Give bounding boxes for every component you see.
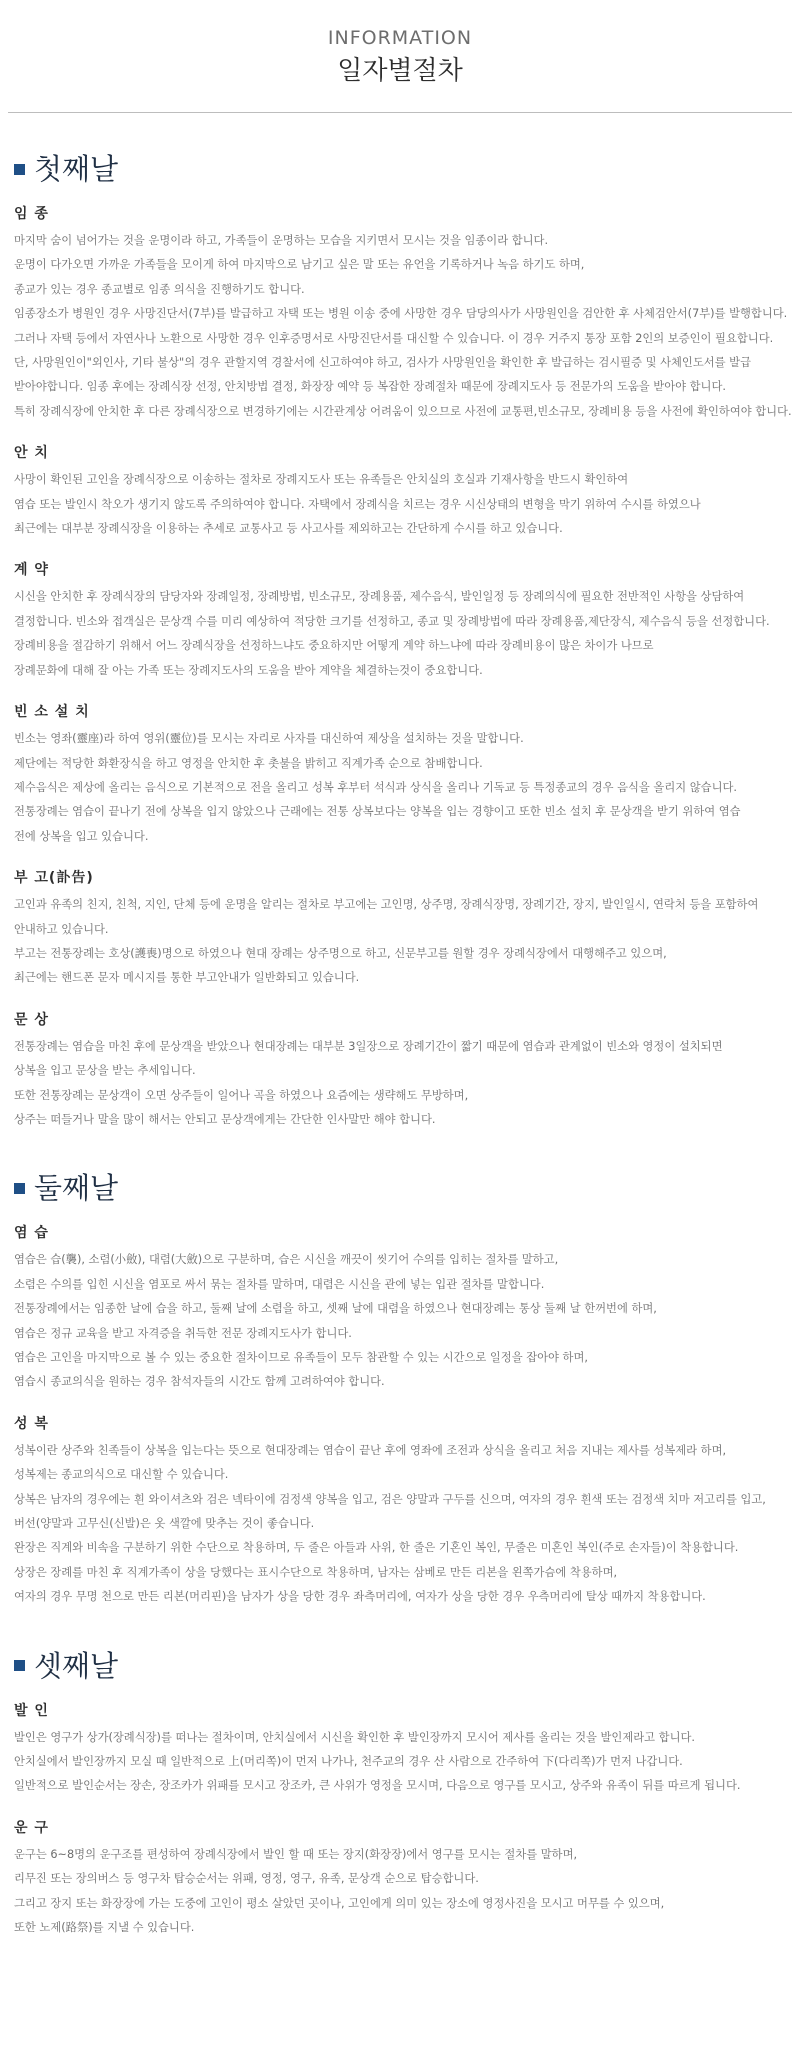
day-block [14, 1646, 786, 1941]
section-title: 부 고(訃告) [14, 870, 94, 887]
section-text-line: 마지막 숨이 넘어가는 것을 운명이라 하고, 가족들이 운명하는 모습을 지키면서 모시는 것을 임종이라 합니다. [14, 234, 549, 247]
day-heading [14, 149, 786, 189]
square-bullet-icon [14, 1660, 25, 1671]
section-text-line: 완장은 직계와 비속을 구분하기 위한 수단으로 착용하며, 두 줄은 아들과 사위, 한 줄은 기혼인 복인, 무줄은 미혼인 복인(주로 손자들)이 착용합니다. [14, 1541, 739, 1555]
section-text-line: 운명이 다가오면 가까운 가족들을 모이게 하여 마지막으로 남기고 싶은 말 또는 유언을 기록하거나 녹음 하기도 하며, [14, 258, 585, 272]
section-text-line: 단, 사망원인이"외인사, 기타 불상"의 경우 관할지역 경찰서에 신고하여야 하고, 검사가 사망원인을 확인한 후 발급하는 검시필증 및 사체인도서를 발급 [14, 356, 751, 370]
section-text-line: 최근에는 대부분 장례식장을 이용하는 추세로 교통사고 등 사고사를 제외하고는 간단하게 수시를 하고 있습니다. [14, 522, 563, 536]
section-text-line: 제단에는 적당한 화환장식을 하고 영정을 안치한 후 촛불을 밝히고 직계가족 순으로 참배합니다. [14, 756, 483, 770]
section-title: 발 인 [14, 1702, 49, 1719]
section-title: 안 치 [14, 445, 49, 462]
procedure-section [14, 1700, 786, 1799]
section-text-line: 버선(양말과 고무신(신발)은 옷 색깔에 맞추는 것이 좋습니다. [14, 1517, 315, 1531]
section-text-line: 특히 장례식장에 안치한 후 다른 장례식장으로 변경하기에는 시간관계상 어려움이 있으므로 사전에 교통편,빈소규모, 장례비용 등을 사전에 확인하여야 합니다. [14, 404, 792, 418]
section-title: 문 상 [14, 1011, 49, 1028]
section-text-line: 빈소는 영좌(靈座)라 하여 영위(靈位)를 모시는 자리로 사자를 대신하여 제상을 설치하는 것을 말합니다. [14, 732, 524, 746]
day-title: 셋째날 [34, 1648, 119, 1683]
section-text-line: 제수음식은 제상에 올리는 음식으로 기본적으로 전을 올리고 성복 후부터 석식과 상식을 올리나 기독교 등 특정종교의 경우 음식을 올리지 않습니다. [14, 780, 738, 794]
procedure-section [14, 701, 786, 849]
day-title: 둘째날 [34, 1171, 119, 1206]
page-header [0, 0, 800, 90]
page-title: 일자별절차 [337, 56, 463, 86]
section-title: 계 약 [14, 562, 49, 579]
section-text-line: 염습시 종교의식을 원하는 경우 참석자들의 시간도 함께 고려하여야 합니다. [14, 1375, 385, 1389]
section-title: 염 습 [14, 1225, 49, 1242]
section-title: 성 복 [14, 1415, 49, 1432]
section-text-line: 결정합니다. 빈소와 접객실은 문상객 수를 미리 예상하여 적당한 크기를 선정하고, 종교 및 장례방법에 따라 장례용품,제단장식, 제수음식 등을 선정합니다. [14, 614, 770, 628]
section-text-line: 소렴은 수의를 입힌 시신을 염포로 싸서 묶는 절차를 말하며, 대렴은 시신을 관에 넣는 입관 절차를 말합니다. [14, 1277, 545, 1291]
section-text-line: 그러나 자택 등에서 자연사나 노환으로 사망한 경우 인후증명서로 사망진단서를 대신할 수 있습니다. 이 경우 거주지 통장 포함 2인의 보증인이 필요합니다. [14, 331, 774, 345]
section-text-line: 전통장례는 염습을 마친 후에 문상객을 받았으나 현대장례는 대부분 3일장으로 장례기간이 짧기 때문에 염습과 관계없이 빈소와 영정이 설치되면 [14, 1039, 723, 1053]
section-title: 운 구 [14, 1819, 49, 1836]
section-text-line: 고인과 유족의 친지, 친척, 지인, 단체 등에 운명을 알리는 절차로 부고에는 고인명, 상주명, 장례식장명, 장례기간, 장지, 발인일시, 연락처 등을 포함하여 [14, 898, 759, 912]
section-text-line: 장례비용을 절감하기 위해서 어느 장례식장을 선정하느냐도 중요하지만 어떻게 계약 하느냐에 따라 장례비용이 많은 차이가 나므로 [14, 639, 654, 653]
procedure-section [14, 442, 786, 541]
section-text-line: 리무진 또는 장의버스 등 영구차 탑승순서는 위패, 영정, 영구, 유족, 문상객 순으로 탑승합니다. [14, 1872, 479, 1886]
section-title: 빈 소 설 치 [14, 704, 90, 721]
section-text-line: 염습은 정규 교육을 받고 자격증을 취득한 전문 장례지도사가 합니다. [14, 1326, 352, 1340]
section-text-line: 시신을 안치한 후 장례식장의 담당자와 장례일정, 장례방법, 빈소규모, 장례용품, 제수음식, 발인일정 등 장례의식에 필요한 전반적인 사항을 상담하여 [14, 590, 745, 604]
procedure-section [14, 203, 792, 424]
section-text-line: 그리고 장지 또는 화장장에 가는 도중에 고인이 평소 살았던 곳이나, 고인에게 의미 있는 장소에 영정사진을 모시고 머무를 수 있으며, [14, 1896, 665, 1910]
section-text-line: 일반적으로 발인순서는 장손, 장조카가 위패를 모시고 장조카, 큰 사위가 영정을 모시며, 다음으로 영구를 모시고, 상주와 유족이 뒤를 따르게 됩니다. [14, 1779, 741, 1793]
section-text-line: 장례문화에 대해 잘 아는 가족 또는 장례지도사의 도움을 받아 계약을 체결하는것이 중요합니다. [14, 663, 483, 677]
section-text-line: 최근에는 핸드폰 문자 메시지를 통한 부고안내가 일반화되고 있습니다. [14, 971, 360, 985]
section-text-line: 발인은 영구가 상가(장례식장)를 떠나는 절차이며, 안치실에서 시신을 확인한 후 발인장까지 모시어 제사를 올리는 것을 발인제라고 합니다. [14, 1730, 695, 1744]
section-text-line: 또한 전통장례는 문상객이 오면 상주들이 일어나 곡을 하였으나 요즘에는 생략해도 무방하며, [14, 1088, 469, 1102]
day-heading [14, 1168, 786, 1208]
section-text-line: 전통장례에서는 임종한 날에 습을 하고, 둘째 날에 소렴을 하고, 셋째 날에 대렴을 하였으나 현대장례는 통상 둘째 날 한꺼번에 하며, [14, 1302, 657, 1316]
section-text-line: 전에 상복을 입고 있습니다. [14, 829, 149, 843]
section-text-line: 종교가 있는 경우 종교별로 임종 의식을 진행하기도 합니다. [14, 282, 305, 296]
procedure-section [14, 1222, 786, 1394]
day-heading [14, 1646, 786, 1686]
procedure-section [14, 1413, 786, 1610]
section-text-line: 임종장소가 병원인 경우 사망진단서(7부)를 발급하고 자택 또는 병원 이송 중에 사망한 경우 담당의사가 사망원인을 검안한 후 사체검안서(7부)를 발행합니다. [14, 307, 788, 321]
square-bullet-icon [14, 164, 25, 175]
day-title: 첫째날 [34, 152, 119, 186]
day-block [14, 149, 792, 1132]
section-title: 임 종 [14, 206, 49, 222]
section-text-line: 여자의 경우 무명 천으로 만든 리본(머리핀)을 남자가 상을 당한 경우 좌측머리에, 여자가 상을 당한 경우 우측머리에 탈상 때까지 착용합니다. [14, 1590, 706, 1604]
section-text-line: 또한 노제(路祭)를 지낼 수 있습니다. [14, 1921, 195, 1935]
section-text-line: 받아야합니다. 임종 후에는 장례식장 선정, 안치방법 결정, 화장장 예약 등 복잡한 장례절차 때문에 장례지도사 등 전문가의 도움을 받아야 합니다. [14, 380, 726, 394]
procedure-content [0, 149, 800, 1941]
header-divider [8, 112, 792, 113]
procedure-section [14, 559, 786, 683]
section-text-line: 부고는 전통장례는 호상(護喪)명으로 하였으나 현대 장례는 상주명으로 하고, 신문부고를 원할 경우 장례식장에서 대행해주고 있으며, [14, 946, 667, 960]
section-text-line: 상복을 입고 문상을 받는 추세입니다. [14, 1064, 196, 1078]
section-text-line: 성복이란 상주와 친족들이 상복을 입는다는 뜻으로 현대장례는 염습이 끝난 후에 영좌에 조전과 상식을 올리고 처음 지내는 제사를 성복제라 하며, [14, 1443, 727, 1457]
procedure-section [14, 1817, 786, 1941]
section-text-line: 안치실에서 발인장까지 모실 때 일반적으로 上(머리쪽)이 먼저 나가나, 천주교의 경우 산 사람으로 간주하여 下(다리쪽)가 먼저 나갑니다. [14, 1755, 683, 1769]
section-text-line: 상장은 장례를 마친 후 직계가족이 상을 당했다는 표시수단으로 착용하며, 남자는 삼베로 만든 리본을 왼쪽가슴에 착용하며, [14, 1565, 618, 1579]
section-text-line: 염습 또는 발인시 착오가 생기지 않도록 주의하여야 합니다. 자택에서 장례식을 치르는 경우 시신상태의 변형을 막기 위하여 수시를 하였으나 [14, 497, 701, 511]
section-text-line: 운구는 6~8명의 운구조를 편성하여 장례식장에서 발인 할 때 또는 장지(화장장)에서 영구를 모시는 절차를 말하며, [14, 1847, 578, 1861]
section-text-line: 염습은 고인을 마지막으로 볼 수 있는 중요한 절차이므로 유족들이 모두 참관할 수 있는 시간으로 일정을 잡아야 하며, [14, 1351, 588, 1364]
day-block [14, 1168, 786, 1609]
section-text-line: 상복은 남자의 경우에는 흰 와이셔츠와 검은 넥타이에 검정색 양복을 입고, 검은 양말과 구두를 신으며, 여자의 경우 흰색 또는 검정색 치마 저고리를 입고, [14, 1492, 766, 1506]
procedure-section [14, 1009, 786, 1133]
section-text-line: 전통장례는 염습이 끝나기 전에 상복을 입지 않았으나 근래에는 전통 상복보다는 양복을 입는 경향이고 또한 빈소 설치 후 문상객을 받기 위하여 염습 [14, 805, 741, 819]
procedure-section [14, 867, 786, 991]
square-bullet-icon [14, 1183, 25, 1194]
section-text-line: 안내하고 있습니다. [14, 922, 109, 936]
header-eyebrow: INFORMATION [327, 27, 473, 49]
section-text-line: 염습은 습(襲), 소렴(小斂), 대렴(大斂)으로 구분하며, 습은 시신을 깨끗이 씻기어 수의를 입히는 절차를 말하고, [14, 1253, 559, 1267]
section-text-line: 사망이 확인된 고인을 장례식장으로 이송하는 절차로 장례지도사 또는 유족들은 안치실의 호실과 기재사항을 반드시 확인하여 [14, 473, 629, 487]
section-text-line: 성복제는 종교의식으로 대신할 수 있습니다. [14, 1468, 229, 1482]
section-text-line: 상주는 떠들거나 말을 많이 해서는 안되고 문상객에게는 간단한 인사말만 해야 합니다. [14, 1112, 436, 1126]
